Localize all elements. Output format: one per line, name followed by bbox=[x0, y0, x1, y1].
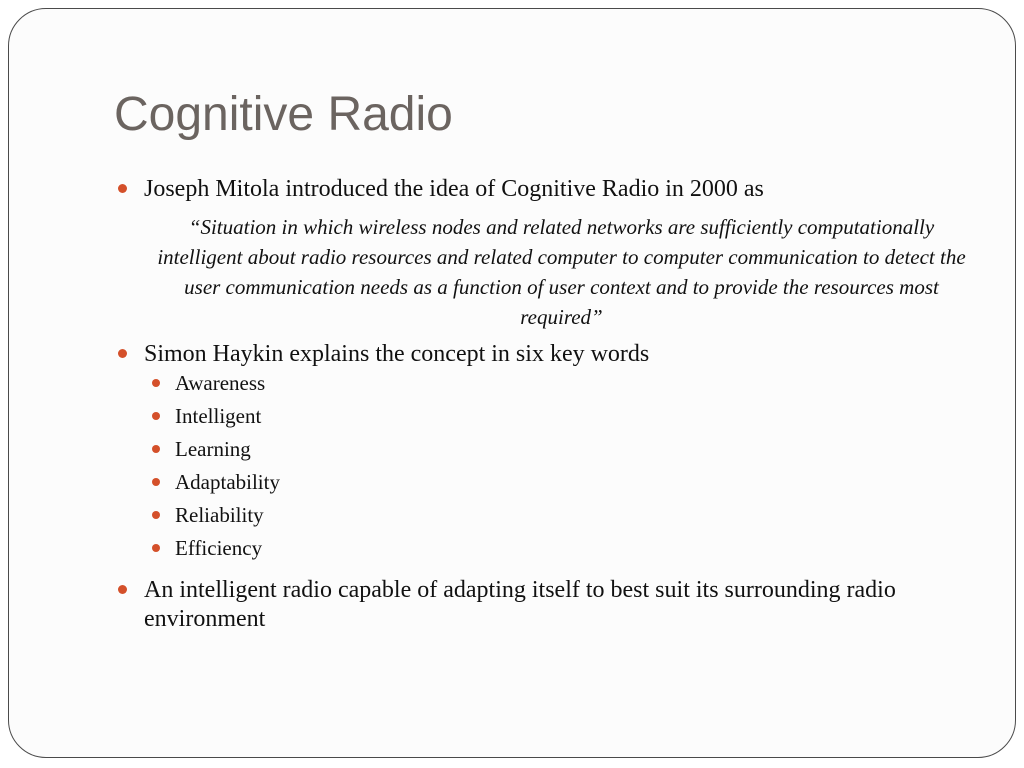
slide-title: Cognitive Radio bbox=[114, 88, 453, 141]
bullet-dot-icon bbox=[118, 184, 127, 193]
keyword-awareness: Awareness bbox=[175, 371, 266, 395]
mitola-quote: “Situation in which wireless nodes and related networks are sufficiently computationally intelligent about radio resources and related computer to computer communication to detect the user communication needs as a function of user context and to provide the resources most required” bbox=[157, 215, 966, 329]
bullet-mitola: Joseph Mitola introduced the idea of Cognitive Radio in 2000 as bbox=[144, 176, 764, 202]
slide-frame bbox=[8, 8, 1016, 758]
bullet-intelligent-radio: An intelligent radio capable of adapting itself to best suit its surrounding radio environment bbox=[144, 577, 896, 632]
keyword-adaptability: Adaptability bbox=[175, 470, 280, 494]
sub-bullet-dot-icon bbox=[152, 511, 160, 519]
sub-bullet-dot-icon bbox=[152, 544, 160, 552]
bullet-haykin: Simon Haykin explains the concept in six key words bbox=[144, 341, 650, 367]
bullet-dot-icon bbox=[118, 585, 127, 594]
keyword-reliability: Reliability bbox=[175, 503, 264, 527]
bullet-dot-icon bbox=[118, 349, 127, 358]
sub-bullet-dot-icon bbox=[152, 478, 160, 486]
keyword-intelligent: Intelligent bbox=[175, 404, 262, 428]
keyword-efficiency: Efficiency bbox=[175, 536, 263, 560]
sub-bullet-dot-icon bbox=[152, 412, 160, 420]
sub-bullet-dot-icon bbox=[152, 379, 160, 387]
slide-body bbox=[9, 9, 1015, 757]
sub-bullet-dot-icon bbox=[152, 445, 160, 453]
keyword-learning: Learning bbox=[175, 437, 251, 461]
